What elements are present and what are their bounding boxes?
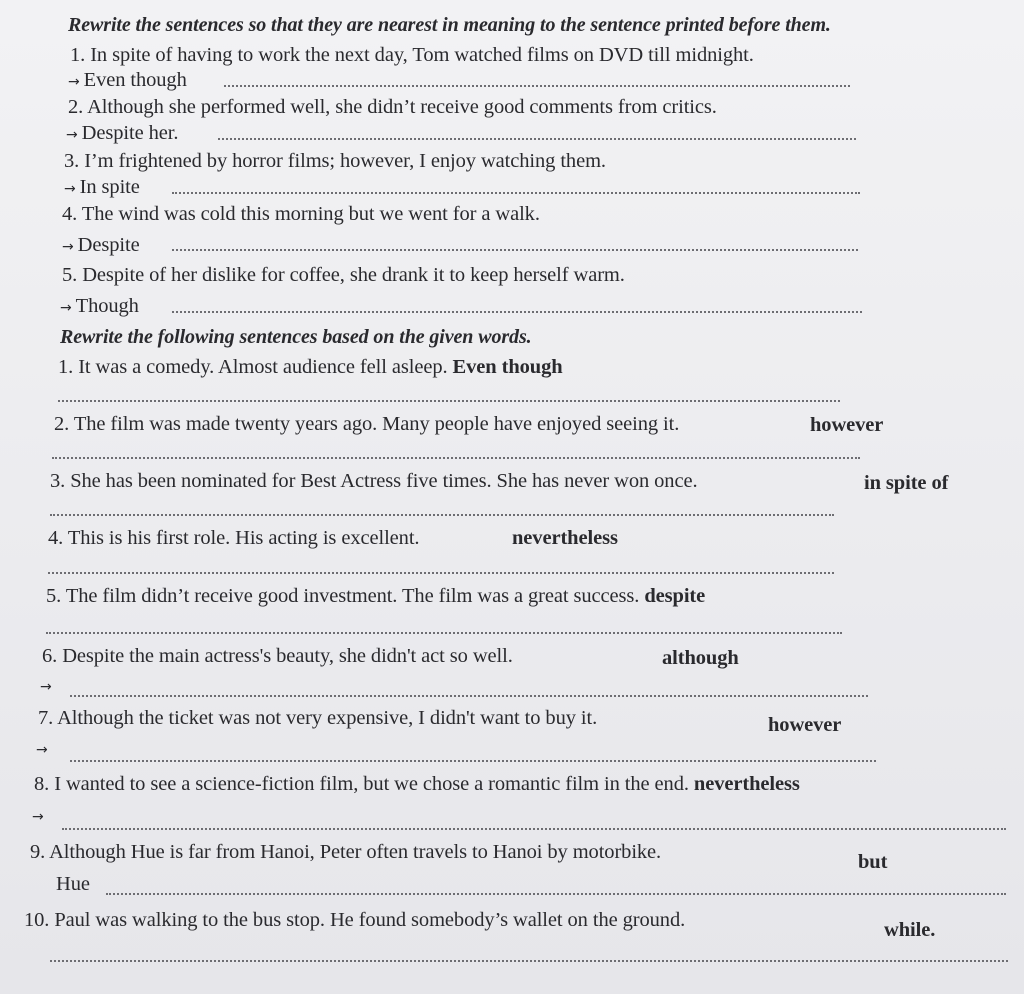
s2-item-8-answer-line[interactable]: [62, 828, 1006, 830]
s2-item-2-answer-line[interactable]: [52, 457, 860, 459]
s1-item-3-sentence: 3. I’m frightened by horror films; however, I enjoy watching them.: [64, 150, 606, 172]
s1-item-2-prompt-text: Despite her.: [81, 122, 179, 144]
s1-item-3-prompt: [64, 175, 140, 201]
s2-item-1-sentence: [58, 355, 563, 379]
s1-item-2-answer-line[interactable]: [218, 138, 856, 140]
section2-heading: Rewrite the following sentences based on the given words.: [60, 326, 532, 348]
s1-item-1-sentence: 1. In spite of having to work the next day, Tom watched films on DVD till midnight.: [70, 44, 754, 66]
s2-item-4-keyword: nevertheless: [512, 527, 618, 549]
s1-item-5-answer-line[interactable]: [172, 311, 862, 313]
s2-item-6-answer-line[interactable]: [70, 695, 868, 697]
s1-item-5-prompt: [60, 294, 139, 320]
arrow-icon: →: [62, 239, 74, 255]
s1-item-2-sentence: 2. Although she performed well, she didn’t receive good comments from critics.: [68, 96, 717, 118]
s2-item-5-sentence: [46, 584, 705, 608]
s2-item-7-arrow: [36, 736, 52, 762]
s2-item-7-sentence: 7. Although the ticket was not very expensive, I didn't want to buy it.: [38, 707, 598, 729]
arrow-icon: →: [36, 742, 48, 758]
s2-item-8-text: 8. I wanted to see a science-fiction film, but we chose a romantic film in the end.: [34, 773, 689, 795]
section1-heading: Rewrite the sentences so that they are nearest in meaning to the sentence printed before them.: [68, 14, 831, 36]
s2-item-3-keyword: in spite of: [864, 472, 949, 494]
s2-item-6-arrow: [40, 673, 56, 699]
s2-item-2-keyword: however: [810, 414, 884, 436]
s2-item-10-answer-line[interactable]: [50, 960, 1008, 962]
s2-item-1-text: 1. It was a comedy. Almost audience fell asleep.: [58, 356, 448, 378]
s2-item-2-sentence: 2. The film was made twenty years ago. Many people have enjoyed seeing it.: [54, 413, 680, 435]
s2-item-9-keyword: but: [858, 851, 888, 873]
arrow-icon: →: [64, 181, 76, 197]
s1-item-4-prompt: [62, 233, 140, 259]
s1-item-2-prompt: [66, 121, 178, 147]
s2-item-5-answer-line[interactable]: [46, 632, 842, 634]
s2-item-9-prompt: Hue: [56, 873, 90, 895]
s1-item-4-sentence: 4. The wind was cold this morning but we went for a walk.: [62, 203, 540, 225]
s2-item-4-sentence: 4. This is his first role. His acting is excellent.: [48, 527, 420, 549]
s2-item-1-answer-line[interactable]: [58, 400, 840, 402]
s1-item-5-sentence: 5. Despite of her dislike for coffee, she drank it to keep herself warm.: [62, 264, 625, 286]
s2-item-9-sentence: 9. Although Hue is far from Hanoi, Peter often travels to Hanoi by motorbike.: [30, 841, 662, 863]
s2-item-8-keyword: nevertheless: [693, 773, 800, 795]
s1-item-1-prompt-text: Even though: [83, 69, 187, 91]
s2-item-4-answer-line[interactable]: [48, 572, 834, 574]
s1-item-1-prompt: [68, 68, 187, 94]
s2-item-3-answer-line[interactable]: [50, 514, 834, 516]
s2-item-6-sentence: 6. Despite the main actress's beauty, she didn't act so well.: [42, 645, 513, 667]
s1-item-1-answer-line[interactable]: [224, 85, 850, 87]
s1-item-4-prompt-text: Despite: [77, 234, 140, 256]
arrow-icon: →: [60, 300, 72, 316]
arrow-icon: →: [32, 809, 44, 825]
s2-item-10-sentence: 10. Paul was walking to the bus stop. He found somebody’s wallet on the ground.: [24, 909, 686, 931]
s1-item-3-answer-line[interactable]: [172, 192, 860, 194]
s2-item-5-text: 5. The film didn’t receive good investment. The film was a great success.: [46, 585, 640, 607]
s2-item-7-keyword: however: [768, 714, 842, 736]
s2-item-7-answer-line[interactable]: [70, 760, 876, 762]
s2-item-10-keyword: while.: [884, 919, 936, 941]
s2-item-3-sentence: 3. She has been nominated for Best Actress five times. She has never won once.: [50, 470, 698, 492]
s2-item-6-keyword: although: [662, 647, 739, 669]
s1-item-4-answer-line[interactable]: [172, 249, 858, 251]
s2-item-8-sentence: [34, 772, 800, 796]
s1-item-5-prompt-text: Though: [75, 295, 139, 317]
s2-item-9-answer-line[interactable]: [106, 893, 1006, 895]
arrow-icon: →: [40, 679, 52, 695]
arrow-icon: →: [68, 74, 80, 90]
s2-item-8-arrow: [32, 803, 48, 829]
arrow-icon: →: [66, 127, 78, 143]
s1-item-3-prompt-text: In spite: [79, 176, 140, 198]
s2-item-1-keyword: Even though: [452, 356, 563, 378]
s2-item-5-keyword: despite: [644, 585, 706, 607]
